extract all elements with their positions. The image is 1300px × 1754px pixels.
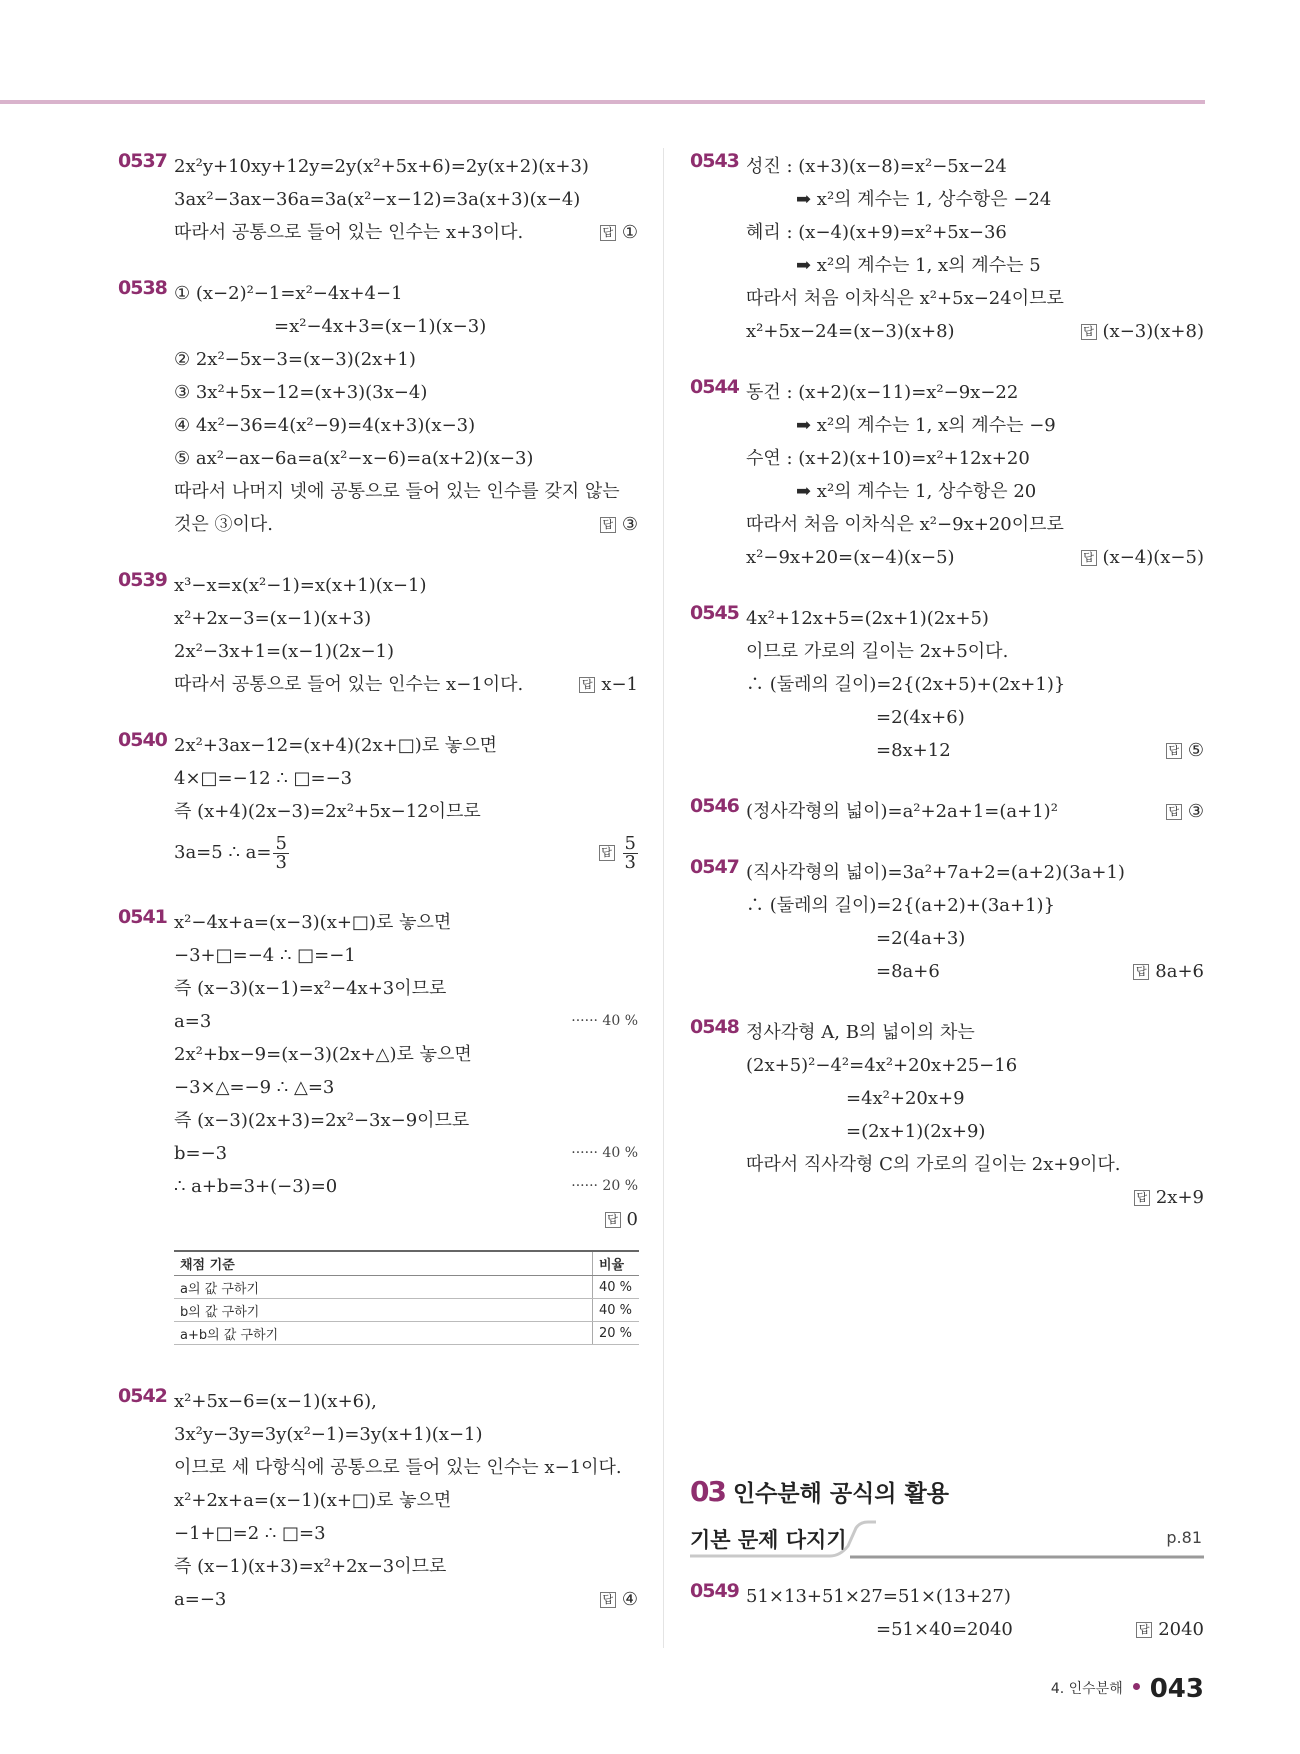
solution-line: 4x²+12x+5=(2x+1)(2x+5) <box>746 608 989 629</box>
score-percent: ······ 40 % <box>571 1145 638 1161</box>
solution-line: x²−9x+20=(x−4)(x−5) 답 (x−4)(x−5) <box>746 541 1204 574</box>
solution-line: x²+5x−6=(x−1)(x+6), <box>174 1391 377 1412</box>
answer-mark-icon: 답 <box>600 517 616 533</box>
problem-0538 <box>118 277 638 541</box>
right-column <box>690 150 1204 1214</box>
scoring-table <box>174 1250 639 1345</box>
solution-line <box>174 1203 638 1236</box>
answer: 답 ③ <box>600 508 638 541</box>
answer-mark-icon: 답 <box>1133 964 1149 980</box>
solution-line: x³−x=x(x²−1)=x(x+1)(x−1) <box>174 575 427 596</box>
problem-0543 <box>690 150 1204 348</box>
solution-line: 따라서 직사각형 C의 가로의 길이는 2x+9이다. <box>746 1154 1121 1175</box>
banner-page-ref: p.81 <box>1166 1528 1202 1547</box>
solution-line: 3a=5 ∴ a= $\frac{5}{3}$ 답 $\frac{5}{3}$ <box>174 828 638 878</box>
solution-line: a=3 ······ 40 % <box>174 1005 638 1038</box>
solution-line: ① (x−2)²−1=x²−4x+4−1 <box>174 283 403 304</box>
solution-line: ④ 4x²−36=4(x²−9)=4(x+3)(x−3) <box>174 415 476 436</box>
solution-line: 즉 (x−1)(x+3)=x²+2x−3이므로 <box>174 1556 447 1577</box>
solution-line: b=−3 ······ 40 % <box>174 1137 638 1170</box>
answer-mark-icon: 답 <box>1166 804 1182 820</box>
table-header: 채점 기준 <box>174 1251 593 1276</box>
solution-line: 즉 (x−3)(2x+3)=2x²−3x−9이므로 <box>174 1110 470 1131</box>
solution-line: (직사각형의 넓이)=3a²+7a+2=(a+2)(3a+1) <box>746 862 1125 883</box>
solution-line: x²+5x−24=(x−3)(x+8) 답 (x−3)(x+8) <box>746 315 1204 348</box>
problem-number: 0547 <box>690 856 739 878</box>
page-number: 043 <box>1149 1674 1204 1704</box>
answer-mark-icon: 답 <box>1166 743 1182 759</box>
answer-mark-icon: 답 <box>1081 550 1097 566</box>
solution-line: =2(4a+3) <box>876 928 966 949</box>
solution-line: (정사각형의 넓이)=a²+2a+1=(a+1)² 답 ③ <box>746 795 1204 828</box>
solution-line: 따라서 공통으로 들어 있는 인수는 x+3이다. 답 ① <box>174 216 638 249</box>
solution-line: ② 2x²−5x−3=(x−3)(2x+1) <box>174 349 416 370</box>
solution-line: 2x²y+10xy+12y=2y(x²+5x+6)=2y(x+2)(x+3) <box>174 156 589 177</box>
solution-line: 성진 : (x+3)(x−8)=x²−5x−24 <box>746 156 1007 177</box>
solution-line: ➡ x²의 계수는 1, 상수항은 20 <box>796 481 1037 502</box>
solution-line: −3×△=−9 ∴ △=3 <box>174 1077 335 1098</box>
problem-number: 0540 <box>118 729 167 751</box>
solution-line: ⑤ ax²−ax−6a=a(x²−x−6)=a(x+2)(x−3) <box>174 448 534 469</box>
solution-line: 수연 : (x+2)(x+10)=x²+12x+20 <box>746 448 1030 469</box>
solution-line: 51×13+51×27=51×(13+27) <box>746 1586 1011 1607</box>
problem-number: 0539 <box>118 569 167 591</box>
score-percent: ······ 40 % <box>571 1013 638 1029</box>
problem-0545 <box>690 602 1204 767</box>
problem-0542 <box>118 1385 638 1616</box>
section-title: 인수분해 공식의 활용 <box>732 1481 949 1507</box>
problem-0547 <box>690 856 1204 988</box>
column-divider <box>663 148 664 1648</box>
problem-0546 <box>690 795 1204 828</box>
left-column <box>118 150 638 1616</box>
answer-mark-icon: 답 <box>1136 1622 1152 1638</box>
answer: 답 8a+6 <box>1133 955 1204 988</box>
problem-number: 0546 <box>690 795 739 817</box>
answer: 답 ⑤ <box>1166 734 1204 767</box>
solution-line: 혜리 : (x−4)(x+9)=x²+5x−36 <box>746 222 1007 243</box>
problem-0537 <box>118 150 638 249</box>
problem-0540 <box>118 729 638 878</box>
solution-line: ➡ x²의 계수는 1, 상수항은 −24 <box>796 189 1052 210</box>
solution-line: ∴ (둘레의 길이)=2{(a+2)+(3a+1)} <box>746 895 1056 916</box>
solution-line: =51×40=2040 답 2040 <box>746 1613 1204 1646</box>
solution-line: 따라서 공통으로 들어 있는 인수는 x−1이다. 답 x−1 <box>174 668 638 701</box>
answer: 답 ① <box>600 216 638 249</box>
score-percent: ······ 20 % <box>571 1178 638 1194</box>
table-row: a의 값 구하기 40 % <box>174 1276 639 1299</box>
table-header: 비율 <box>593 1251 640 1276</box>
solution-line: =8x+12 답 ⑤ <box>746 734 1204 767</box>
solution-line: ∴ (둘레의 길이)=2{(2x+5)+(2x+1)} <box>746 674 1066 695</box>
solution-line: =2(4x+6) <box>876 707 965 728</box>
solution-line: 따라서 나머지 넷에 공통으로 들어 있는 인수를 갖지 않는 <box>174 481 620 502</box>
solution-line: 동건 : (x+2)(x−11)=x²−9x−22 <box>746 382 1019 403</box>
solution-line: 즉 (x+4)(2x−3)=2x²+5x−12이므로 <box>174 801 481 822</box>
problem-0541 <box>118 906 638 1345</box>
solution-line <box>746 1181 1204 1214</box>
answer: 답 (x−3)(x+8) <box>1081 315 1204 348</box>
answer-mark-icon: 답 <box>599 845 615 861</box>
problem-number: 0545 <box>690 602 739 624</box>
answer: 답 2x+9 <box>1134 1181 1204 1214</box>
solution-line: 것은 ③이다. 답 ③ <box>174 508 638 541</box>
answer: 답 ④ <box>600 1583 638 1616</box>
table-row: b의 값 구하기 40 % <box>174 1299 639 1322</box>
problem-number: 0537 <box>118 150 167 172</box>
answer-mark-icon: 답 <box>579 677 595 693</box>
solution-line: =4x²+20x+9 <box>846 1088 965 1109</box>
solution-line: =8a+6 답 8a+6 <box>746 955 1204 988</box>
fraction: $\frac{5}{3}$ <box>275 832 287 873</box>
answer: 답 0 <box>605 1203 638 1236</box>
solution-line: −3+□=−4 ∴ □=−1 <box>174 945 356 966</box>
solution-line: 따라서 처음 이차식은 x²−9x+20이므로 <box>746 514 1064 535</box>
answer-mark-icon: 답 <box>1134 1190 1150 1206</box>
solution-line: 3x²y−3y=3y(x²−1)=3y(x+1)(x−1) <box>174 1424 483 1445</box>
solution-line: 이므로 세 다항식에 공통으로 들어 있는 인수는 x−1이다. <box>174 1457 622 1478</box>
solution-line: 이므로 가로의 길이는 2x+5이다. <box>746 641 1009 662</box>
answer-mark-icon: 답 <box>600 1592 616 1608</box>
problem-number: 0543 <box>690 150 739 172</box>
answer-mark-icon: 답 <box>1081 324 1097 340</box>
problem-0549 <box>690 1580 1204 1646</box>
section-heading <box>690 1475 949 1508</box>
page-footer <box>1051 1674 1204 1704</box>
problem-0548 <box>690 1016 1204 1214</box>
solution-line: 2x²+bx−9=(x−3)(2x+△)로 놓으면 <box>174 1044 472 1065</box>
solution-line: x²+2x−3=(x−1)(x+3) <box>174 608 372 629</box>
top-rule <box>0 100 1205 104</box>
problem-number: 0548 <box>690 1016 739 1038</box>
solution-line: 3ax²−3ax−36a=3a(x²−x−12)=3a(x+3)(x−4) <box>174 189 581 210</box>
solution-line: ➡ x²의 계수는 1, x의 계수는 −9 <box>796 415 1056 436</box>
solution-line: x²+2x+a=(x−1)(x+□)로 놓으면 <box>174 1490 452 1511</box>
problem-number: 0549 <box>690 1580 739 1602</box>
problem-number: 0541 <box>118 906 167 928</box>
answer <box>599 828 638 878</box>
problem-number: 0544 <box>690 376 739 398</box>
solution-line: 2x²−3x+1=(x−1)(2x−1) <box>174 641 395 662</box>
problem-0539 <box>118 569 638 701</box>
chapter-label: 4. 인수분해 <box>1050 1681 1123 1697</box>
solution-line: 2x²+3ax−12=(x+4)(2x+□)로 놓으면 <box>174 735 498 756</box>
solution-line: ③ 3x²+5x−12=(x+3)(3x−4) <box>174 382 428 403</box>
problem-0544 <box>690 376 1204 574</box>
solution-line: =x²−4x+3=(x−1)(x−3) <box>274 316 487 337</box>
problem-number: 0542 <box>118 1385 167 1407</box>
fraction: $\frac{5}{3}$ <box>624 832 636 873</box>
solution-line: 정사각형 A, B의 넓이의 차는 <box>746 1022 975 1043</box>
problem-number: 0538 <box>118 277 167 299</box>
solution-line: ∴ a+b=3+(−3)=0 ······ 20 % <box>174 1170 638 1203</box>
solution-line: (2x+5)²−4²=4x²+20x+25−16 <box>746 1055 1018 1076</box>
answer: 답 (x−4)(x−5) <box>1081 541 1204 574</box>
answer: 답 x−1 <box>579 668 638 701</box>
banner-title: 기본 문제 다지기 <box>690 1528 847 1552</box>
answer: 답 ③ <box>1166 795 1204 828</box>
solution-line: 즉 (x−3)(x−1)=x²−4x+3이므로 <box>174 978 447 999</box>
answer: 답 2040 <box>1136 1613 1204 1646</box>
solution-line: −1+□=2 ∴ □=3 <box>174 1523 326 1544</box>
answer-mark-icon: 답 <box>605 1212 621 1228</box>
solution-line: 따라서 처음 이차식은 x²+5x−24이므로 <box>746 288 1064 309</box>
table-row: a+b의 값 구하기 20 % <box>174 1322 639 1345</box>
answer-mark-icon: 답 <box>600 225 616 241</box>
solution-line: a=−3 답 ④ <box>174 1583 638 1616</box>
bullet-icon <box>1133 1683 1140 1690</box>
solution-line: x²−4x+a=(x−3)(x+□)로 놓으면 <box>174 912 452 933</box>
solution-line: ➡ x²의 계수는 1, x의 계수는 5 <box>796 255 1041 276</box>
basic-problems-banner <box>690 1520 1204 1560</box>
solution-line: =(2x+1)(2x+9) <box>846 1121 986 1142</box>
solution-line: 4×□=−12 ∴ □=−3 <box>174 768 353 789</box>
section-number: 03 <box>690 1475 725 1508</box>
